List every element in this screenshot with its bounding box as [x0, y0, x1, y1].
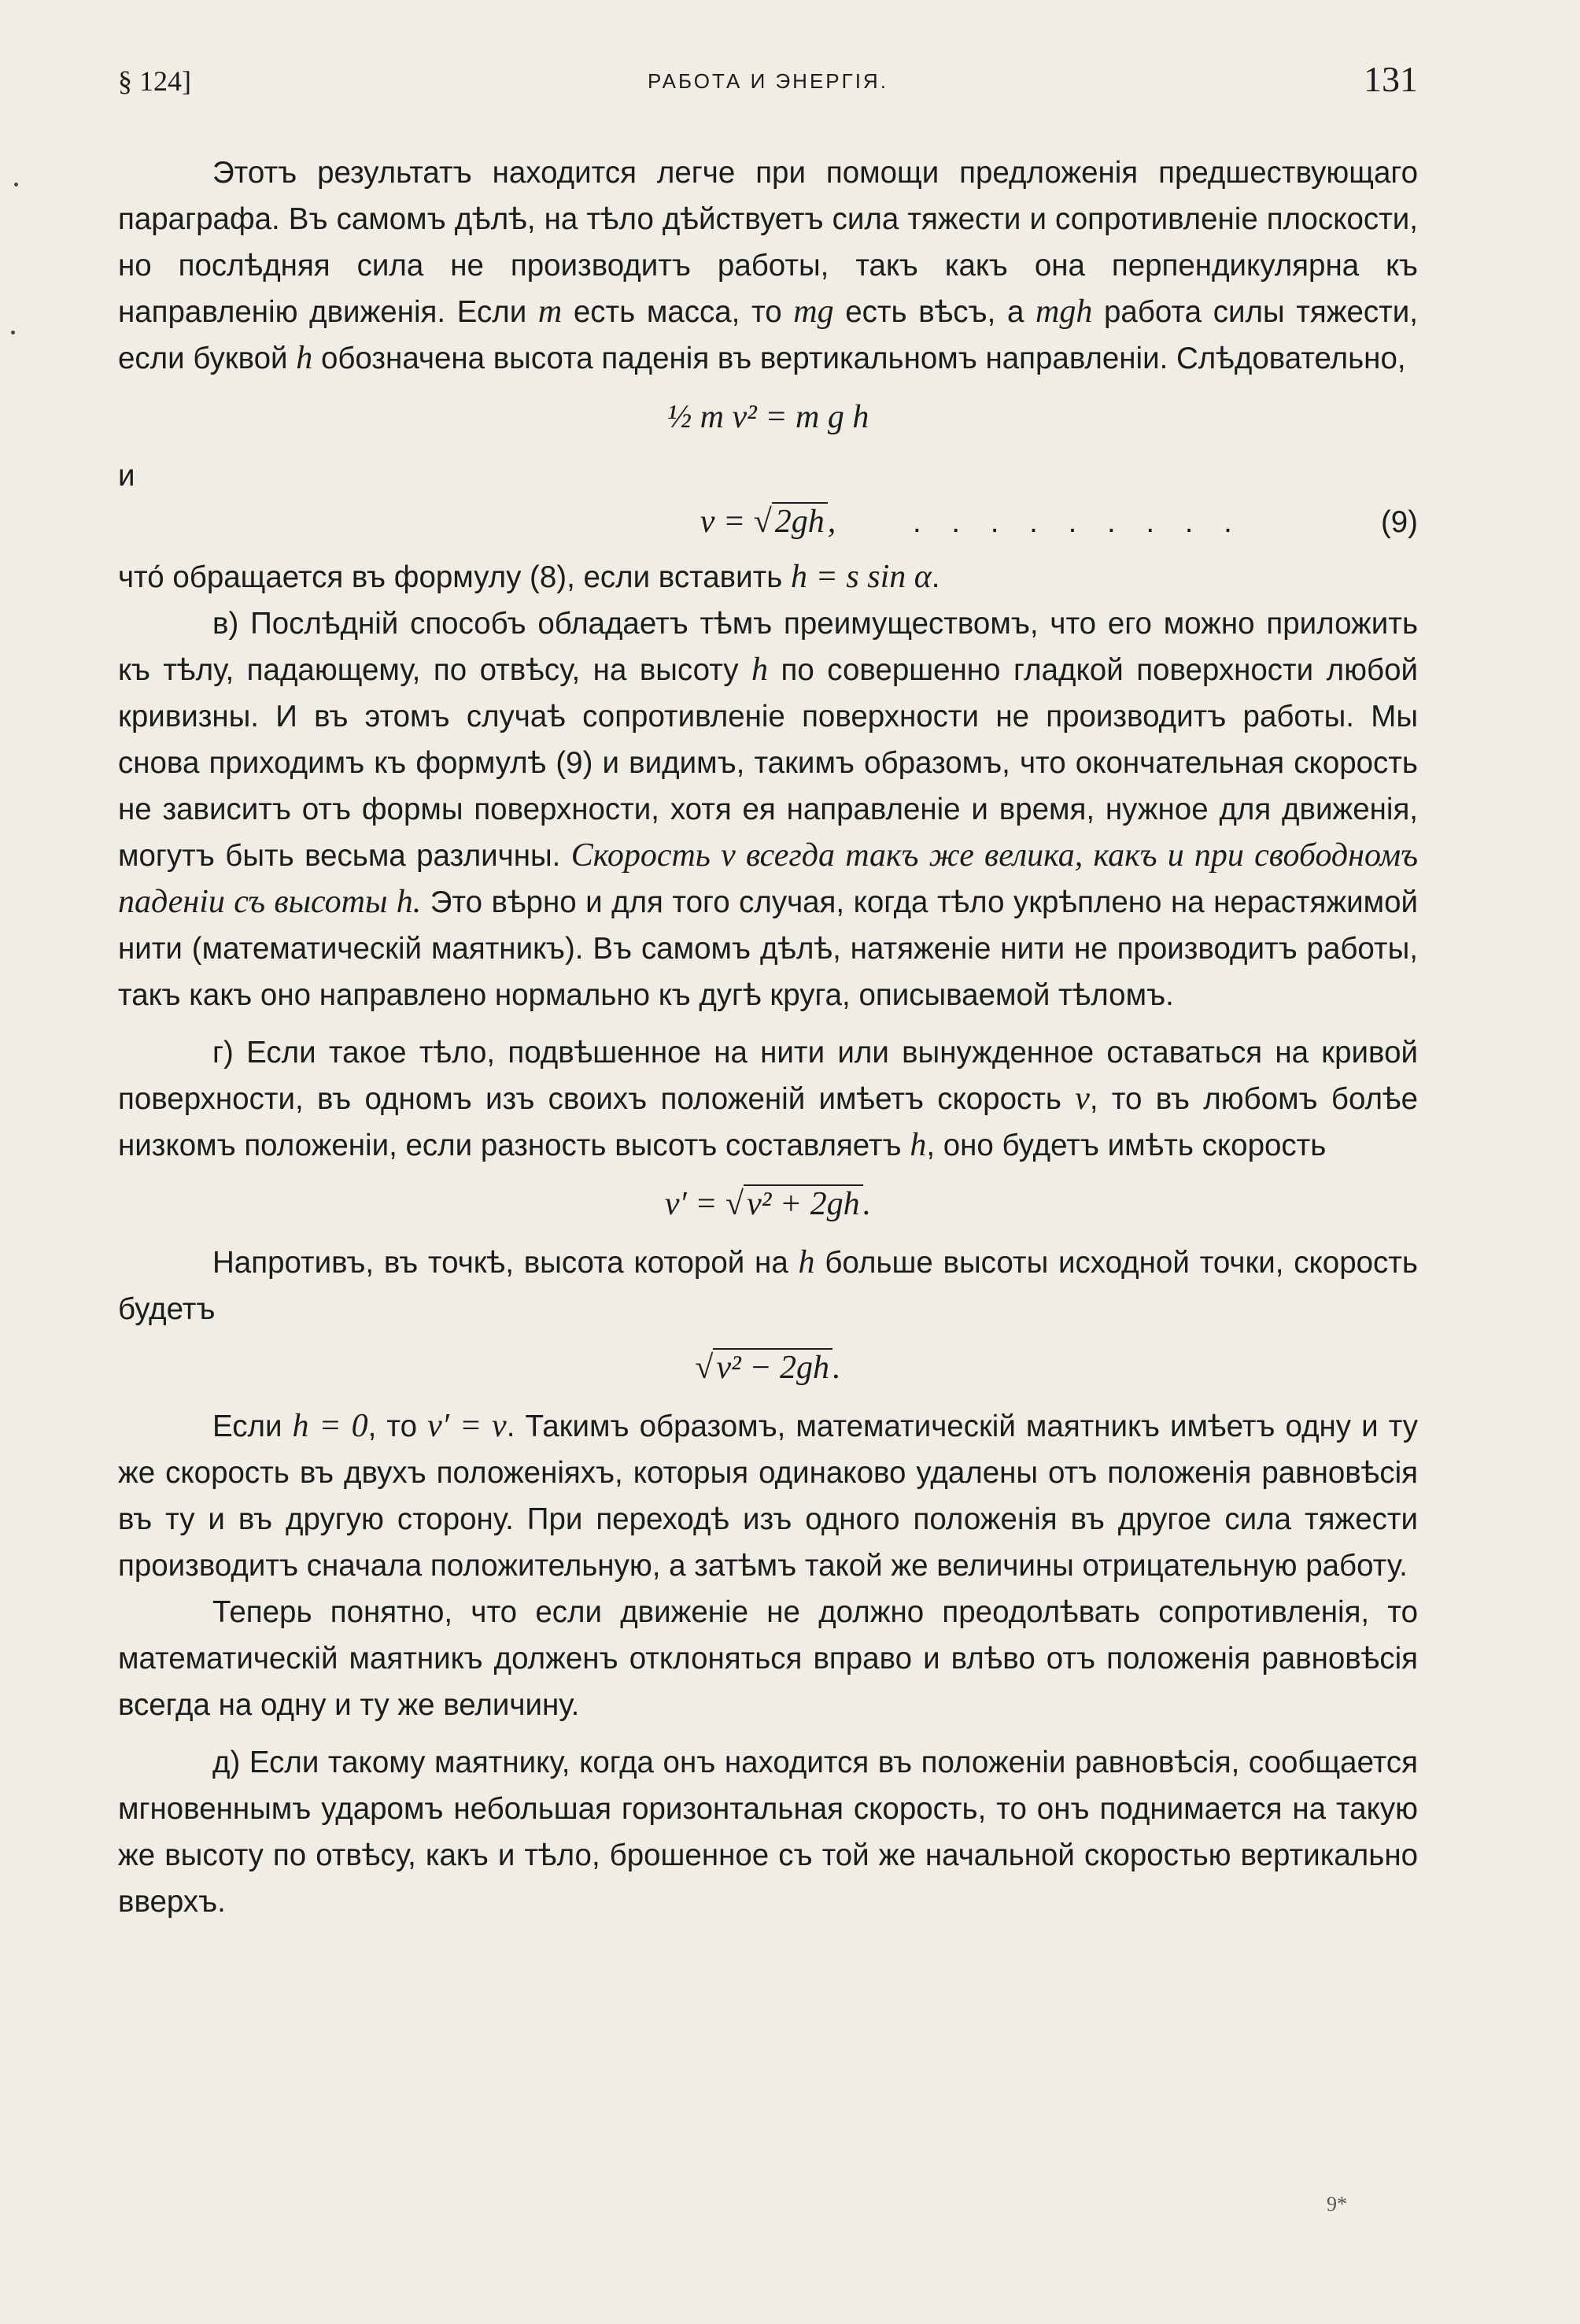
equation-number: (9) — [1380, 505, 1418, 539]
paragraph-5: Напротивъ, въ точкѣ, высота которой на h больше высоты исходной точки, скорость будетъ — [118, 1244, 1418, 1326]
formula-9: v = √2gh, . . . . . . . . . (9) — [118, 499, 1418, 554]
leader-dots: . . . . . . . . . — [913, 505, 1243, 539]
paragraph-7: Теперь понятно, что если движеніе не должно преодолѣвать сопротивленія, то математическій маятникъ долженъ отклоняться вправо и влѣво отъ положенія равновѣсія всегда на одну и ту же величину. — [118, 1595, 1418, 1722]
page-body — [118, 150, 1418, 1925]
margin-mark — [11, 331, 15, 334]
formula-kinetic-energy: ½ m v² = m g h — [666, 399, 869, 435]
conjunction: и — [118, 459, 135, 493]
paragraph-3: в) Послѣдній способъ обладаетъ тѣмъ преимуществомъ, что его можно приложить къ тѣлу, падающему, по отвѣсу, на высоту h по совершенно гладкой поверхности любой кривизны. И въ этомъ случаѣ сопротивленіе поверхности не производитъ работы. Мы снова приходимъ къ формулѣ (9) и видимъ, такимъ образомъ, что окончательная скорость не зависитъ отъ формы поверхности, хотя ея направленіе и время, нужное для движенія, могутъ быть весьма различны. Скорость v всегда такъ же велика, какъ и при свободномъ паденіи съ высоты h. Это вѣрно и для того случая, когда тѣло укрѣплено на нерастяжимой нити (математическій маятникъ). Въ самомъ дѣлѣ, натяженіе нити не производитъ работы, такъ какъ оно направлено нормально къ дугѣ круга, описываемой тѣломъ. — [118, 607, 1418, 1012]
paragraph-1: Этотъ результатъ находится легче при помощи предложенія предшествующаго параграфа. Въ самомъ дѣлѣ, на тѣло дѣйствуетъ сила тяжести и сопротивленіе плоскости, но послѣдняя сила не производитъ работы, такъ какъ она перпендикулярна къ направленію движенія. Если m есть масса, то mg есть вѣсъ, а mgh работа силы тяжести, если буквой h обозначена высота паденія въ вертикальномъ направленіи. Слѣдовательно, — [118, 156, 1418, 376]
paragraph-4: г) Если такое тѣло, подвѣшенное на нити или вынужденное оставаться на кривой поверхности, въ одномъ изъ своихъ положеній имѣетъ скорость v, то въ любомъ болѣе низкомъ положеніи, если разность высотъ составляетъ h, оно будетъ имѣть скорость — [118, 1036, 1418, 1163]
formula-v-prime: v′ = √v² + 2gh. — [664, 1186, 872, 1222]
paragraph-2: что́ обращается въ формулу (8), если вставить h = s sin α. — [118, 559, 940, 595]
printer-signature: 9* — [1327, 2193, 1347, 2215]
page-header — [118, 58, 1418, 105]
formula-v-minus: √v² − 2gh. — [695, 1350, 841, 1386]
page-number: 131 — [1364, 59, 1418, 99]
section-number: § 124] — [118, 65, 191, 97]
running-title: РАБОТА И ЭНЕРГІЯ. — [648, 69, 888, 93]
paragraph-6: Если h = 0, то v′ = v. Такимъ образомъ, математическій маятникъ имѣетъ одну и ту же скорость въ двухъ положеніяхъ, которыя одинаково удалены отъ положенія равновѣсія въ ту и въ другую сторону. При переходѣ изъ одного положенія въ другое сила тяжести производитъ сначала положительную, а затѣмъ такой же величины отрицательную работу. — [118, 1408, 1419, 1583]
paragraph-8: д) Если такому маятнику, когда онъ находится въ положеніи равновѣсія, сообщается мгновеннымъ ударомъ небольшая горизонтальная скорость, то онъ поднимается на такую же высоту по отвѣсу, какъ и тѣло, брошенное съ той же начальной скоростью вертикально вверхъ. — [118, 1746, 1418, 1919]
margin-mark — [14, 183, 18, 187]
